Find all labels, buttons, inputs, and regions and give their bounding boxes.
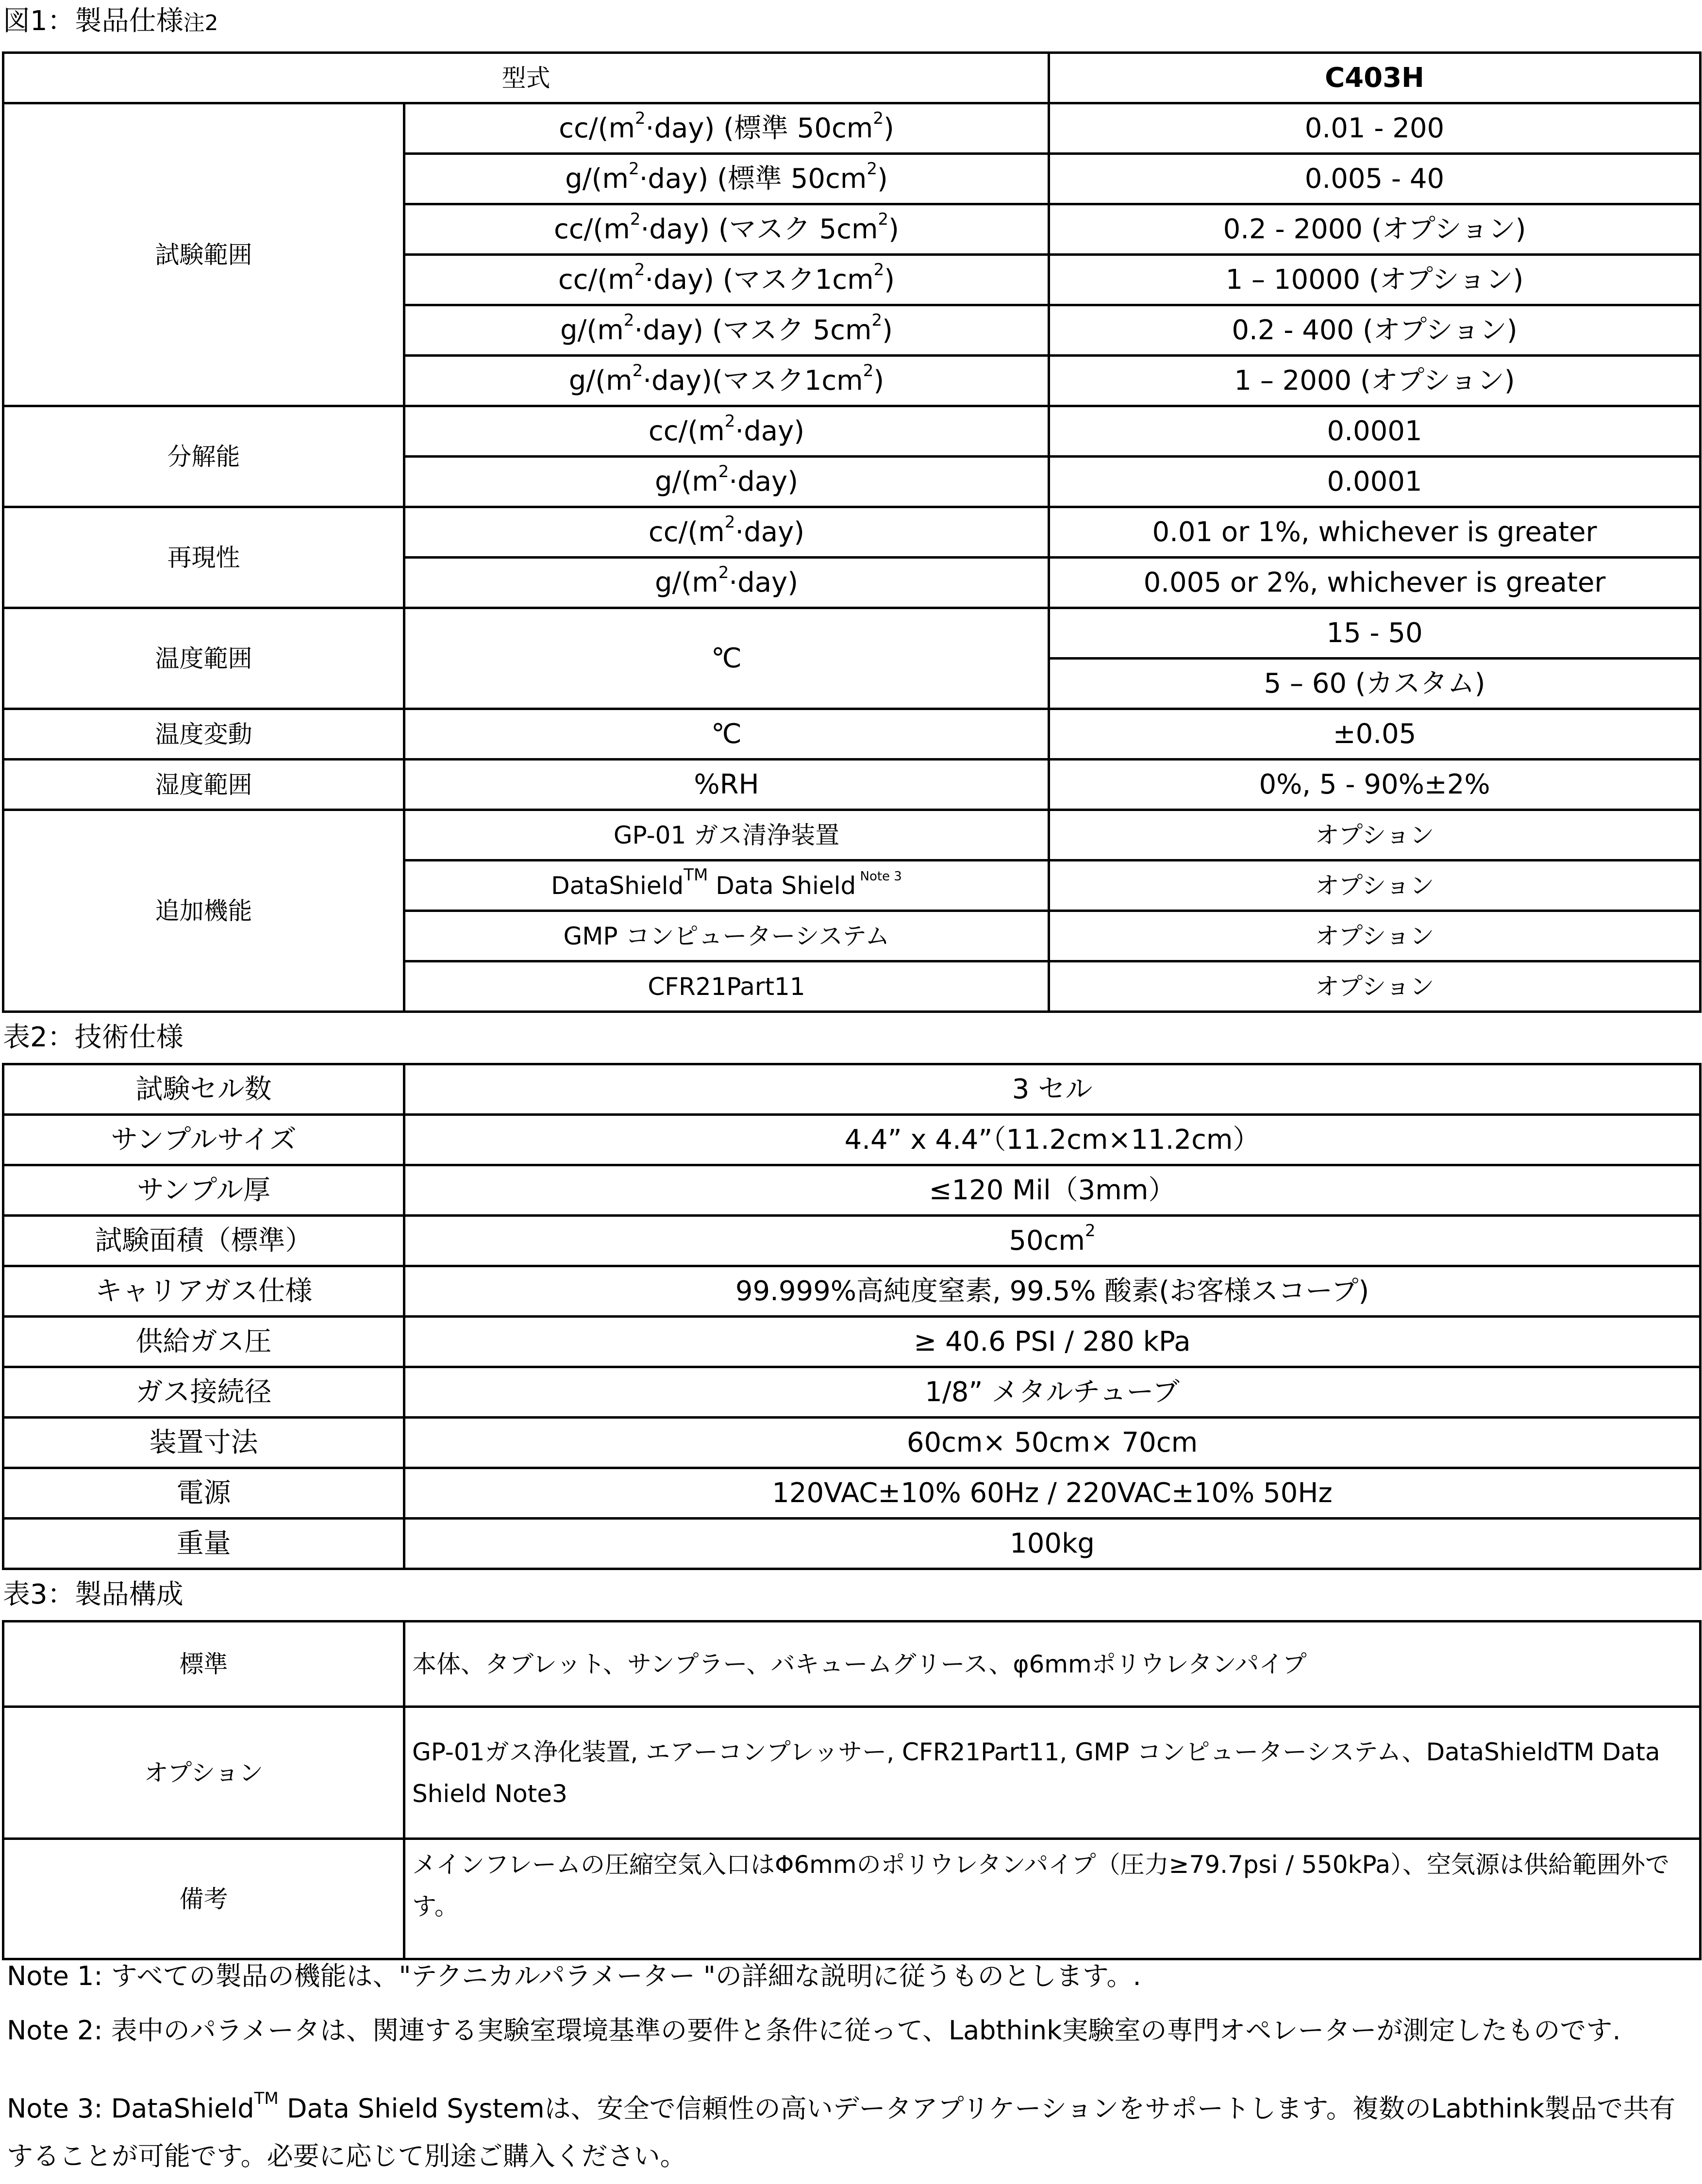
value-cell: オプション bbox=[1049, 961, 1701, 1012]
table-row bbox=[3, 608, 1701, 659]
table-row bbox=[3, 1468, 1701, 1519]
unit-cell: $cc/(m^2\cdot day)$ (標準 $50cm^2$) bbox=[404, 103, 1049, 154]
table-row bbox=[3, 1317, 1701, 1367]
table-row bbox=[3, 810, 1701, 860]
group-additional-features: 追加機能 bbox=[3, 810, 404, 1012]
table-row bbox=[3, 103, 1701, 154]
row-label: 重量 bbox=[3, 1519, 404, 1569]
table-row bbox=[3, 1621, 1701, 1707]
table2-caption: 表2：技術仕様 bbox=[3, 1022, 184, 1053]
row-value: ≤120 Mil（3mm） bbox=[404, 1165, 1701, 1216]
unit-cell: $g/(m^2\cdot day)$(マスク$1cm^2$) bbox=[404, 356, 1049, 406]
row-value: 4.4” x 4.4”（11.2cm×11.2cm） bbox=[404, 1115, 1701, 1165]
group-temperature-range: 温度範囲 bbox=[3, 608, 404, 709]
group-humidity-range: 湿度範囲 bbox=[3, 760, 404, 810]
value-cell: 0.2 - 400 (オプション) bbox=[1049, 305, 1701, 356]
row-value: 120VAC±10% 60Hz / 220VAC±10% 50Hz bbox=[404, 1468, 1701, 1519]
feature-cell: GP-01 ガス清浄装置 bbox=[404, 810, 1049, 860]
row-value: 60cm× 50cm× 70cm bbox=[404, 1418, 1701, 1468]
value-cell: ±0.05 bbox=[1049, 709, 1701, 760]
row-value: 本体、タブレット、サンプラー、バキュームグリース、φ6mmポリウレタンパイプ bbox=[404, 1621, 1701, 1707]
table-row bbox=[3, 1115, 1701, 1165]
row-label: 電源 bbox=[3, 1468, 404, 1519]
unit-cell: $g/(m^2\cdot day)$ (標準 $50cm^2$) bbox=[404, 154, 1049, 204]
table3-caption: 表3：製品構成 bbox=[3, 1579, 184, 1610]
note-2: Note 2: 表中のパラメータは、関連する実験室環境基準の要件と条件に従って、Labthink実験室の専門オペレーターが測定したものです. bbox=[7, 2015, 1621, 2046]
row-label: サンプルサイズ bbox=[3, 1115, 404, 1165]
row-label: ガス接続径 bbox=[3, 1367, 404, 1418]
value-cell: 0.2 - 2000 (オプション) bbox=[1049, 204, 1701, 255]
unit-cell: ℃ bbox=[404, 608, 1049, 709]
unit-cell: $cc/(m^2\cdot day)$ bbox=[404, 507, 1049, 558]
row-label: 備考 bbox=[3, 1839, 404, 1959]
note-1: Note 1: すべての製品の機能は、"テクニカルパラメーター "の詳細な説明に従うものとします。. bbox=[7, 1961, 1141, 1991]
row-label: 試験セル数 bbox=[3, 1064, 404, 1115]
table-row bbox=[3, 1839, 1701, 1959]
value-cell: 0.01 or 1%, whichever is greater bbox=[1049, 507, 1701, 558]
row-label: 供給ガス圧 bbox=[3, 1317, 404, 1367]
value-cell: 0.005 - 40 bbox=[1049, 154, 1701, 204]
header-model: C403H bbox=[1049, 53, 1701, 103]
value-cell: 1 – 2000 (オプション) bbox=[1049, 356, 1701, 406]
table1-product-spec bbox=[2, 51, 1702, 1013]
row-value: 100kg bbox=[404, 1519, 1701, 1569]
table-row bbox=[3, 1707, 1701, 1839]
table-row bbox=[3, 709, 1701, 760]
value-cell: オプション bbox=[1049, 810, 1701, 860]
feature-cell: GMP コンピューターシステム bbox=[404, 911, 1049, 961]
row-value: ≥ 40.6 PSI / 280 kPa bbox=[404, 1317, 1701, 1367]
row-value: メインフレームの圧縮空気入口はΦ6mmのポリウレタンパイプ（圧力≥79.7psi / 550kPa）、空気源は供給範囲外です。 bbox=[404, 1839, 1701, 1959]
header-label: 型式 bbox=[3, 53, 1049, 103]
unit-cell: $cc/(m^2\cdot day)$ (マスク $5cm^2$) bbox=[404, 204, 1049, 255]
table-row bbox=[3, 1165, 1701, 1216]
unit-cell: $cc/(m^2\cdot day)$ bbox=[404, 406, 1049, 457]
table3-product-config bbox=[2, 1620, 1702, 1960]
unit-cell: $g/(m^2\cdot day)$ bbox=[404, 457, 1049, 507]
value-cell: 1 – 10000 (オプション) bbox=[1049, 255, 1701, 305]
group-temperature-fluctuation: 温度変動 bbox=[3, 709, 404, 760]
feature-cell: CFR21Part11 bbox=[404, 961, 1049, 1012]
value-cell: 0.0001 bbox=[1049, 457, 1701, 507]
row-label: キャリアガス仕様 bbox=[3, 1266, 404, 1317]
row-value: 1/8” メタルチューブ bbox=[404, 1367, 1701, 1418]
table-row bbox=[3, 760, 1701, 810]
group-repeatability: 再現性 bbox=[3, 507, 404, 608]
row-label: 装置寸法 bbox=[3, 1418, 404, 1468]
table1-caption: 図1：製品仕様注2 bbox=[3, 5, 218, 37]
unit-cell: $g/(m^2\cdot day)$ bbox=[404, 558, 1049, 608]
row-value: 3 セル bbox=[404, 1064, 1701, 1115]
group-resolution: 分解能 bbox=[3, 406, 404, 507]
value-cell: オプション bbox=[1049, 860, 1701, 911]
table-row bbox=[3, 1266, 1701, 1317]
group-test-range: 試験範囲 bbox=[3, 103, 404, 406]
table-row bbox=[3, 507, 1701, 558]
table-row bbox=[3, 1367, 1701, 1418]
value-cell: 15 - 50 bbox=[1049, 608, 1701, 659]
value-cell: 0.0001 bbox=[1049, 406, 1701, 457]
row-label: オプション bbox=[3, 1707, 404, 1839]
value-cell: 5 – 60 (カスタム) bbox=[1049, 659, 1701, 709]
row-label: 試験面積（標準） bbox=[3, 1216, 404, 1266]
unit-cell: ℃ bbox=[404, 709, 1049, 760]
unit-cell: %RH bbox=[404, 760, 1049, 810]
feature-cell: DataShield™ Data Shield $^{Note 3}$ bbox=[404, 860, 1049, 911]
table2-technical-spec bbox=[2, 1063, 1702, 1570]
table-row bbox=[3, 1418, 1701, 1468]
value-cell: 0.01 - 200 bbox=[1049, 103, 1701, 154]
row-value: GP-01ガス浄化装置, エアーコンプレッサー, CFR21Part11, GMP コンピューターシステム、DataShieldTM Data Shield Note3 bbox=[404, 1707, 1701, 1839]
row-value: $50cm^2$ bbox=[404, 1216, 1701, 1266]
value-cell: オプション bbox=[1049, 911, 1701, 961]
note-3: Note 3: DataShield™ Data Shield Systemは、安全で信頼性の高いデータアプリケーションをサポートします。複数のLabthink製品で共有することが可能です。必要に応じて別途ご購入ください。 bbox=[7, 2089, 1676, 2171]
unit-cell: $g/(m^2\cdot day)$ (マスク $5cm^2$) bbox=[404, 305, 1049, 356]
row-label: 標準 bbox=[3, 1621, 404, 1707]
row-label: サンプル厚 bbox=[3, 1165, 404, 1216]
table-row bbox=[3, 406, 1701, 457]
table-row bbox=[3, 1519, 1701, 1569]
table-row bbox=[3, 53, 1701, 103]
table-row bbox=[3, 1216, 1701, 1266]
value-cell: 0%, 5 - 90%±2% bbox=[1049, 760, 1701, 810]
unit-cell: $cc/(m^2\cdot day)$ (マスク$1cm^2$) bbox=[404, 255, 1049, 305]
value-cell: 0.005 or 2%, whichever is greater bbox=[1049, 558, 1701, 608]
row-value: 99.999%高純度窒素, 99.5% 酸素(お客様スコープ) bbox=[404, 1266, 1701, 1317]
table-row bbox=[3, 1064, 1701, 1115]
